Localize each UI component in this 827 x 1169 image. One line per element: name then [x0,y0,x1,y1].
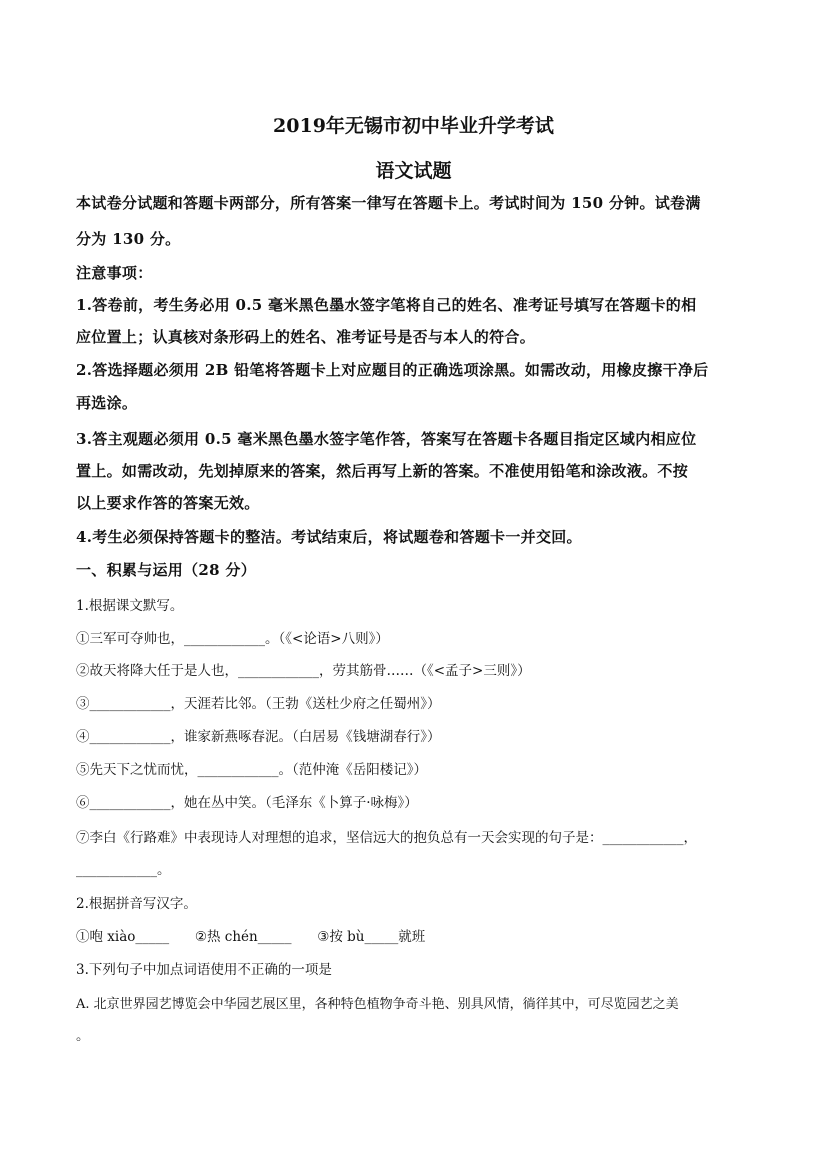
notice-item: 1.答卷前，考生务必用 0.5 毫米黑色墨水签字笔将自己的姓名、准考证号填写在答题卡的相 [76,296,697,314]
question-line: ③____________，天涯若比邻。（王勃《送杜少府之任蜀州》） [76,696,441,712]
section-heading: 一、积累与运用（28 分） [76,561,256,579]
question-line: ④____________，谁家新燕啄春泥。（白居易《钱塘湖春行》） [76,729,441,745]
question-line: ⑤先天下之忧而忧，____________。（范仲淹《岳阳楼记》） [76,762,427,778]
notice-item: 再选涂。 [76,394,138,412]
intro-line: 分为 130 分。 [76,230,181,248]
notice-item: 置上。如需改动，先划掉原来的答案，然后再写上新的答案。不准使用铅笔和涂改液。不按 [76,462,689,480]
intro-line: 本试卷分试题和答题卡两部分，所有答案一律写在答题卡上。考试时间为 150 分钟。试卷满 [76,194,701,212]
notice-heading: 注意事项： [76,264,153,282]
exam-title: 2019年无锡市初中毕业升学考试 [273,115,554,137]
question-line: ①三军可夺帅也，____________。（《<论语>八则》） [76,631,389,647]
question-line: ⑥____________，她在丛中笑。（毛泽东《卜算子·咏梅》） [76,795,418,811]
question-line: ①咆 xiào_____ ②热 chén_____ ③按 bù_____就班 [76,929,426,945]
notice-item: 4.考生必须保持答题卡的整洁。考试结束后，将试题卷和答题卡一并交回。 [76,528,582,546]
option-a-end: 。 [76,1028,90,1044]
option-a: A. 北京世界园艺博览会中华园艺展区里，各种特色植物争奇斗艳、别具风情，徜徉其中，可尽览园艺之美 [76,997,679,1012]
question-prompt: 3.下列句子中加点词语使用不正确的一项是 [76,962,332,978]
exam-subtitle: 语文试题 [375,160,452,182]
notice-item: 3.答主观题必须用 0.5 毫米黑色墨水签字笔作答，答案写在答题卡各题目指定区域内相应位 [76,430,697,448]
question-line: ⑦李白《行路难》中表现诗人对理想的追求，坚信远大的抱负总有一天会实现的句子是：____________， [76,830,697,846]
notice-item: 以上要求作答的答案无效。 [76,494,260,512]
notice-item: 应位置上；认真核对条形码上的姓名、准考证号是否与本人的符合。 [76,328,536,346]
notice-item: 2.答选择题必须用 2B 铅笔将答题卡上对应题目的正确选项涂黑。如需改动，用橡皮擦干净后 [76,361,709,379]
question-prompt: 2.根据拼音写汉字。 [76,896,197,912]
question-line: ____________。 [76,862,171,878]
question-prompt: 1.根据课文默写。 [76,598,184,614]
question-line: ②故天将降大任于是人也，____________，劳其筋骨……（《<孟子>三则》） [76,663,531,679]
